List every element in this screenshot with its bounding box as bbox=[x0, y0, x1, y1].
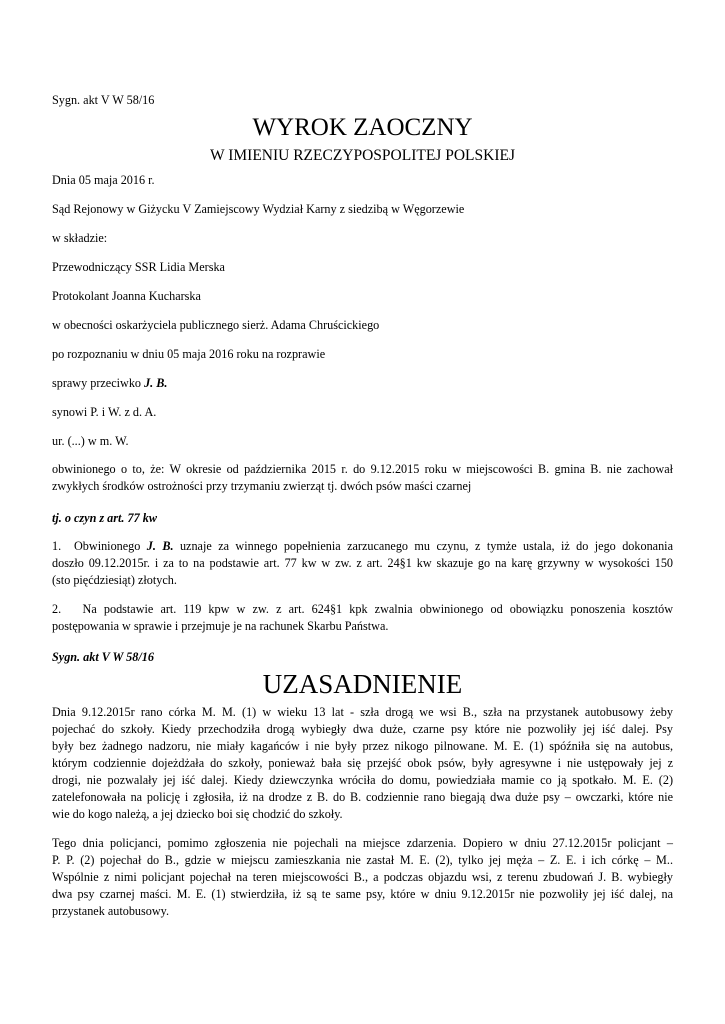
verdict-point-number: 1. bbox=[52, 539, 62, 553]
verdict-point-number: 2. bbox=[52, 602, 62, 616]
justification-paragraph-1 bbox=[52, 704, 673, 823]
paragraph-line: wie do kogo należą, a jej dziecko boi się chodzić do szkoły. bbox=[52, 807, 343, 821]
judgment-date: Dnia 05 maja 2016 r. bbox=[52, 173, 155, 187]
court-clerk: Protokolant Joanna Kucharska bbox=[52, 289, 201, 303]
verdict-line: postępowania w sprawie i przejmuje je na rachunek Skarbu Państwa. bbox=[52, 619, 389, 633]
paragraph-line: przystanek autobusowy. bbox=[52, 904, 169, 918]
justification-heading: UZASADNIENIE bbox=[262, 669, 463, 699]
verdict-line: (sto pięćdziesiąt) złotych. bbox=[52, 573, 177, 587]
paragraph-line: drogi, nie pozwalały jej iść dalej. Kiedy dziewczynka wróciła do domu, powiedziała mamie co ją spotkało. M. E. (2) bbox=[52, 773, 673, 787]
presiding-judge: Przewodniczący SSR Lidia Merska bbox=[52, 260, 225, 274]
verdict-line bbox=[52, 601, 673, 618]
charge-line: zwykłych środków ostrożności przy trzymaniu zwierząt tj. dwóch psów maści czarnej bbox=[52, 479, 472, 493]
paragraph-line: były bez żadnego nadzoru, nie miały kagańców i nie były przez nikogo pilnowane. M. E. (1) spóźniła się na autobus, bbox=[52, 739, 673, 753]
paragraph-line: pojechać do szkoły. Kiedy przechodziła drogą wybiegły dwa duże, czarne psy które nie pozwoliły jej iść dalej. Psy bbox=[52, 722, 673, 736]
defendant-birth: ur. (...) w m. W. bbox=[52, 434, 129, 448]
judgment-subtitle: W IMIENIU RZECZYPOSPOLITEJ POLSKIEJ bbox=[210, 147, 515, 164]
verdict-point-2 bbox=[52, 601, 673, 635]
justification-paragraph-2 bbox=[52, 835, 673, 920]
charge-description bbox=[52, 461, 673, 495]
case-reference: Sygn. akt V W 58/16 bbox=[52, 93, 155, 107]
defendant-name: J. B. bbox=[146, 539, 174, 553]
defendant-name: J. B. bbox=[144, 376, 168, 390]
paragraph-line: P. P. (2) pojechał do B., gdzie w miejscu zamieszkania nie zastał M. E. (2), tylko jej męża – Z. E. i ich córkę – M.. bbox=[52, 853, 673, 867]
justification-case-reference: Sygn. akt V W 58/16 bbox=[52, 650, 154, 664]
verdict-line: doszło 09.12.2015r. i za to na podstawie art. 77 kw w zw. z art. 24§1 kw skazuje go na karę grzywny w wysokości 150 bbox=[52, 556, 673, 570]
composition-label: w składzie: bbox=[52, 231, 108, 245]
paragraph-line: Tego dnia policjanci, pomimo zgłoszenia nie pojechali na miejsce zdarzenia. Dopiero w dniu 27.12.2015r policjant – bbox=[52, 836, 673, 850]
hearing-info: po rozpoznaniu w dniu 05 maja 2016 roku na rozprawie bbox=[52, 347, 326, 361]
verdict-text: uznaje za winnego popełnienia zarzucanego mu czynu, z tymże ustala, iż do jego dokonania bbox=[173, 539, 673, 553]
verdict-text: Na podstawie art. 119 kpw w zw. z art. 624§1 kpk zwalnia obwinionego od obowiązku ponoszenia kosztów bbox=[82, 602, 673, 616]
charge-line: obwinionego o to, że: W okresie od października 2015 r. do 9.12.2015 roku w miejscowości B. gmina B. nie zachował bbox=[52, 462, 673, 476]
paragraph-line: Dnia 9.12.2015r rano córka M. M. (1) w wieku 13 lat - szła drogą we wsi B., szła na przystanek autobusowy żeby bbox=[52, 705, 673, 719]
judgment-title: WYROK ZAOCZNY bbox=[252, 114, 473, 141]
case-against-prefix: sprawy przeciwko bbox=[52, 376, 145, 390]
case-against bbox=[52, 375, 167, 391]
prosecutor: w obecności oskarżyciela publicznego sierż. Adama Chruścickiego bbox=[52, 318, 380, 332]
charge-article: tj. o czyn z art. 77 kw bbox=[52, 511, 157, 525]
paragraph-line: dwa psy czarnej maści. M. E. (1) stwierdziła, iż są te same psy, które w dniu 9.12.2015r nie pozwoliły jej iść dalej, na bbox=[52, 887, 673, 901]
defendant-parents: synowi P. i W. z d. A. bbox=[52, 405, 157, 419]
paragraph-line: Wspólnie z nimi policjant pojechał na teren miejscowości B., a podczas objazdu wsi, z terenu zbudowań J. B. wybiegły bbox=[52, 870, 673, 884]
verdict-text: Obwinionego bbox=[74, 539, 147, 553]
verdict-point-1 bbox=[52, 538, 673, 589]
paragraph-line: zatelefonowała na policję i zgłosiła, iż na drodze z B. do B. codziennie rano biegają dwa duże psy – owczarki, które nie bbox=[52, 790, 673, 804]
verdict-line bbox=[52, 538, 673, 555]
paragraph-line: którym codziennie dojeżdżała do szkoły, ponieważ bała się przejść obok psów, były agresywne i nie ustępowały jej z bbox=[52, 756, 673, 770]
court-name: Sąd Rejonowy w Giżycku V Zamiejscowy Wydział Karny z siedzibą w Węgorzewie bbox=[52, 202, 465, 216]
